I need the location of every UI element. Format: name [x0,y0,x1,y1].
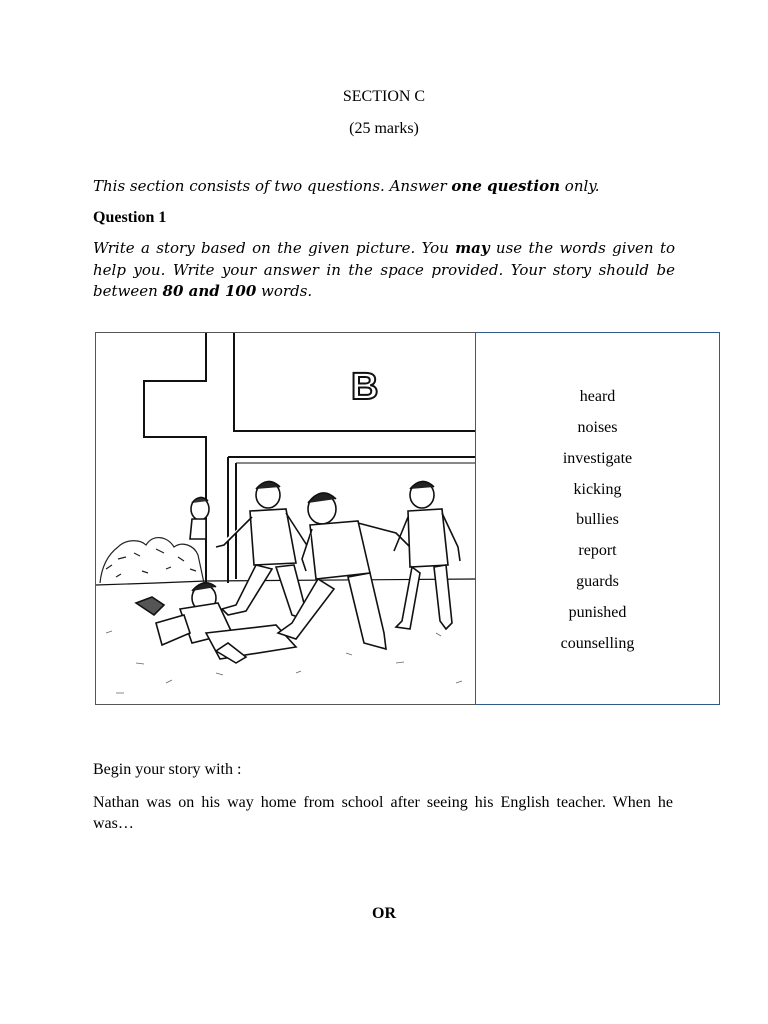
section-marks: (25 marks) [349,120,419,137]
helper-words-box [475,332,720,705]
question-emphasis-range: 80 and 100 [162,282,257,300]
helper-word: bullies [576,511,619,528]
helper-word: punished [568,604,627,621]
question-text-3: words. [256,282,313,300]
building-letter: B [351,366,379,408]
helper-word: noises [577,419,618,436]
section-instruction [93,177,693,195]
instruction-emphasis: one question [451,177,561,195]
question-text-1: Write a story based on the given picture. You [93,239,456,257]
bullying-scene-illustration [96,333,476,705]
story-picture [95,332,476,705]
helper-word: report [578,542,617,559]
question-text [93,238,675,303]
or-separator: OR [372,905,396,922]
instruction-text-2: only. [560,177,600,195]
helper-word: kicking [573,481,622,498]
helper-word: guards [576,573,619,590]
helper-word: investigate [562,450,633,467]
section-title: SECTION C [342,88,426,105]
question-heading: Question 1 [93,209,167,226]
question-text-2: use the words given to help you. Write your answer in the space provided. Your story should be between [93,239,676,300]
helper-word: counselling [560,635,635,652]
begin-story-label: Begin your story with : [93,761,242,778]
question-emphasis-may: may [455,239,490,257]
begin-story-text: Nathan was on his way home from school after seeing his English teacher. When he was… [93,794,673,832]
helper-word: heard [579,388,616,405]
instruction-text-1: This section consists of two questions. Answer [93,177,452,195]
